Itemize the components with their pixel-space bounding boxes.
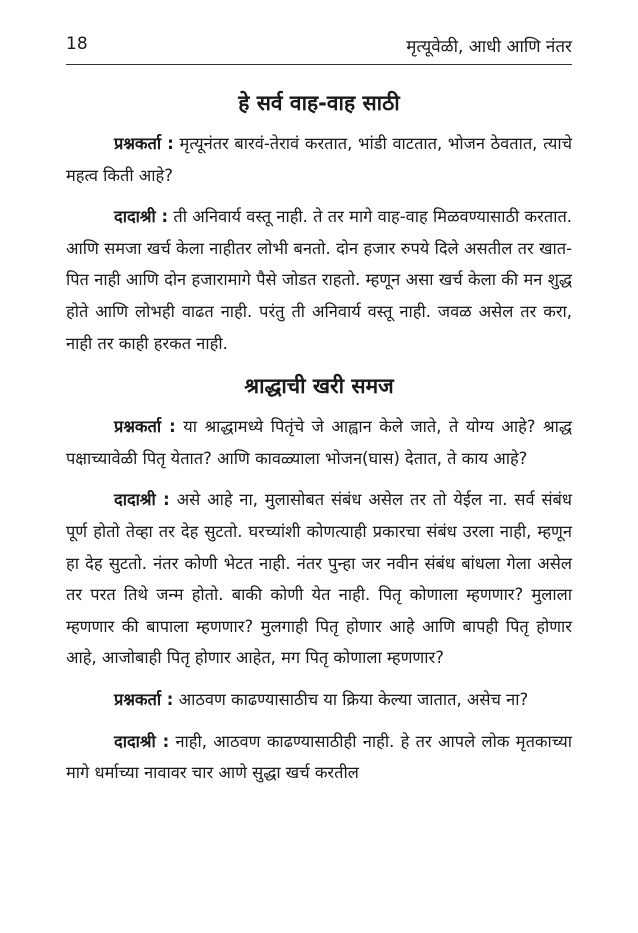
page-number: 18 — [66, 34, 88, 54]
paragraph — [66, 201, 572, 359]
speaker-label: प्रश्नकर्ता : — [114, 134, 174, 153]
paragraph-text: नाही, आठवण काढण्यासाठीही नाही. हे तर आपले लोक मृतकाच्या मागे धर्माच्या नावावर चार आणे सुद्धा खर्च करतील — [66, 731, 572, 783]
paragraph-text: असे आहे ना, मुलासोबत संबंध असेल तर तो येईल ना. सर्व संबंध पूर्ण होतो तेव्हा तर देह सुटतो. घरच्यांशी कोणत्याही प्रकारचा संबंध उरला नाही, म्हणून हा देह सुटतो. नंतर कोणी भेटत नाही. नंतर पुन्हा जर नवीन संबंध बांधला गेला असेल तर परत तिथे जन्म होतो. बाकी कोणी येत नाही. पितृ कोणाला म्हणणार? मुलाला म्हणणार की बापाला म्हणणार? मुलगाही पितृ होणार आहे आणि बापही पितृ होणार आहे, आजोबाही पितृ होणार आहेत, मग पितृ कोणाला म्हणणार? — [66, 490, 572, 668]
paragraph — [66, 484, 572, 674]
section-heading: हे सर्व वाह-वाह साठी — [238, 91, 400, 115]
section-heading: श्राद्धाची खरी समज — [244, 374, 394, 399]
speaker-label: प्रश्नकर्ता : — [114, 689, 174, 709]
paragraph-text: आठवण काढण्यासाठीच या क्रिया केल्या जातात, असेच ना? — [173, 689, 529, 709]
speaker-label: प्रश्नकर्ता : — [114, 417, 176, 437]
page-body — [66, 82, 572, 799]
paragraph — [66, 684, 572, 716]
running-title: मृत्यूवेळी, आधी आणि नंतर — [406, 37, 572, 57]
speaker-label: दादाश्री : — [114, 731, 170, 751]
paragraph-text: या श्राद्धामध्ये पितृंचे जे आह्वान केले जाते, ते योग्य आहे? श्राद्ध पक्षाच्यावेळी पितृ येतात? आणि कावळ्याला भोजन(घास) देतात, ते काय आहे? — [66, 417, 572, 468]
paragraph-text: मृत्यूनंतर बारवं-तेरावं करतात, भांडी वाटतात, भोजन ठेवतात, त्याचे महत्व किती आहे? — [66, 134, 572, 185]
paragraph-text: ती अनिवार्य वस्तू नाही. ते तर मागे वाह-वाह मिळवण्यासाठी करतात. आणि समजा खर्च केला नाहीतर लोभी बनतो. दोन हजार रुपये दिले असतील तर खात-पित नाही आणि दोन हजारामागे पैसे जोडत राहतो. म्हणून असा खर्च केला की मन शुद्ध होते आणि लोभही वाढत नाही. परंतु ती अनिवार्य वस्तू नाही. जवळ असेल तर करा, नाही तर काही हरकत नाही. — [66, 207, 572, 353]
paragraph — [66, 726, 572, 789]
paragraph — [66, 128, 572, 191]
speaker-label: दादाश्री : — [114, 490, 170, 510]
header-rule — [66, 64, 572, 65]
paragraph — [66, 411, 572, 474]
speaker-label: दादाश्री : — [114, 207, 169, 227]
page-header — [66, 34, 572, 64]
